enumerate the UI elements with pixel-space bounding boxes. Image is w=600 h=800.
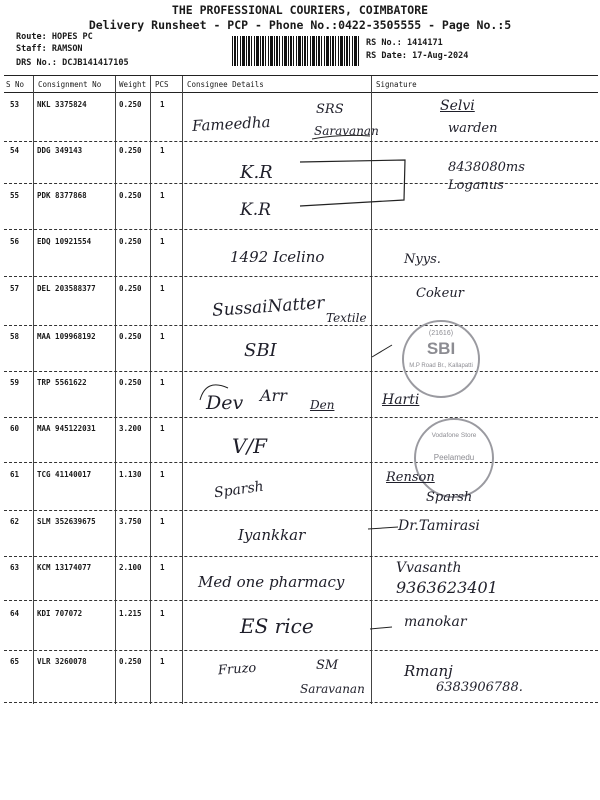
signature-handwriting: Renson: [386, 470, 435, 485]
signature-handwriting: warden: [448, 121, 498, 136]
consignee-handwriting: Saravanan: [314, 124, 379, 138]
signature-handwriting: 8438080ms: [448, 160, 525, 175]
dash-stroke: [370, 627, 392, 629]
row-pcs: 1: [160, 378, 165, 387]
column-header-signature: Signature: [376, 80, 417, 89]
row-consignment-no: MAA 109968192: [37, 332, 96, 341]
row-sno: 55: [10, 191, 20, 200]
route-value: HOPES PC: [51, 32, 93, 42]
row-pcs: 1: [160, 237, 165, 246]
consignee-handwriting: Iyankkar: [238, 526, 306, 544]
row-consignment-no: KDI 707072: [37, 609, 83, 618]
dash-stroke: [368, 527, 398, 529]
consignee-handwriting: Saravanan: [300, 682, 365, 696]
signature-handwriting: manokar: [404, 614, 467, 630]
bracket-stroke: [300, 160, 405, 206]
row-consignment-no: DEL 203588377: [37, 284, 96, 293]
rs-date-label: RS Date:: [366, 51, 407, 61]
row-consignment-no: NKL 3375824: [37, 100, 87, 109]
row-sno: 53: [10, 100, 20, 109]
row-consignment-no: KCM 13174077: [37, 563, 92, 572]
signature-handwriting: Loganus: [448, 178, 504, 193]
sbi-stamp-logo: SBI: [426, 339, 456, 358]
row-weight: 1.215: [119, 609, 142, 618]
row-weight: 0.250: [119, 657, 142, 666]
row-pcs: 1: [160, 517, 165, 526]
staff-value: RAMSON: [51, 44, 83, 54]
row-pcs: 1: [160, 424, 165, 433]
row-consignment-no: MAA 945122031: [37, 424, 96, 433]
consignee-handwriting: K.R: [240, 200, 271, 220]
row-sno: 59: [10, 378, 20, 387]
row-weight: 2.100: [119, 563, 142, 572]
signature-handwriting: Rmanj: [404, 662, 453, 680]
rs-no-value: 1414171: [406, 38, 443, 48]
vodafone-stamp-name: Vodafone Store: [431, 432, 477, 439]
document-title: THE PROFESSIONAL COURIERS, COIMBATORE: [171, 3, 429, 17]
row-consignment-no: VLR 3260078: [37, 657, 87, 666]
consignee-handwriting: Fruzo: [217, 660, 257, 679]
row-sno: 64: [10, 609, 20, 618]
column-header-sno: S No: [6, 80, 25, 89]
row-weight: 0.250: [119, 237, 142, 246]
row-pcs: 1: [160, 100, 165, 109]
consignee-handwriting: ES rice: [240, 614, 314, 638]
row-pcs: 1: [160, 284, 165, 293]
route-label: Route:: [16, 32, 47, 42]
row-consignment-no: PDK 8377868: [37, 191, 87, 200]
row-weight: 1.130: [119, 470, 142, 479]
column-header-weight: Weight: [119, 80, 147, 89]
signature-handwriting: 9363623401: [396, 578, 498, 597]
signature-handwriting: Nyys.: [404, 252, 441, 267]
row-weight: 0.250: [119, 378, 142, 387]
row-pcs: 1: [160, 470, 165, 479]
consignee-handwriting: Arr: [260, 386, 287, 405]
consignee-handwriting: 1492 Icelino: [230, 248, 325, 266]
signature-handwriting: Dr.Tamirasi: [398, 518, 480, 534]
row-weight: 0.250: [119, 284, 142, 293]
row-sno: 65: [10, 657, 20, 666]
signature-handwriting: Sparsh: [426, 490, 473, 505]
row-consignment-no: TRP 5561622: [37, 378, 87, 387]
row-weight: 0.250: [119, 332, 142, 341]
sbi-stamp-code: (21616): [428, 330, 454, 337]
dash-stroke: [372, 345, 392, 357]
consignee-handwriting: Den: [310, 398, 335, 412]
row-weight: 0.250: [119, 100, 142, 109]
column-header-consignee: Consignee Details: [187, 80, 264, 89]
staff-label: Staff:: [16, 44, 47, 54]
drs-value: DCJB141417105: [62, 58, 129, 68]
rs-no-label: RS No.:: [366, 38, 402, 48]
consignee-handwriting: Sparsh: [213, 478, 265, 502]
row-consignment-no: TCG 41140017: [37, 470, 92, 479]
drs-label: DRS No.:: [16, 58, 57, 68]
underline-stroke: [312, 135, 370, 139]
row-consignment-no: DDG 349143: [37, 146, 83, 155]
rs-date-value: 17-Aug-2024: [412, 51, 469, 61]
loop-stroke: [200, 385, 228, 400]
signature-handwriting: Selvi: [440, 98, 475, 114]
row-pcs: 1: [160, 332, 165, 341]
row-sno: 61: [10, 470, 20, 479]
row-weight: 3.200: [119, 424, 142, 433]
consignee-handwriting: SBI: [244, 340, 277, 361]
consignee-handwriting: Dev: [206, 392, 244, 414]
row-weight: 0.250: [119, 191, 142, 200]
consignee-handwriting: Textile: [326, 311, 367, 325]
document-subtitle: Delivery Runsheet - PCP - Phone No.:0422-3505555 - Page No.:5: [88, 18, 512, 32]
row-consignment-no: SLM 352639675: [37, 517, 96, 526]
row-consignment-no: EDQ 10921554: [37, 237, 92, 246]
signature-handwriting: Harti: [382, 392, 420, 408]
row-weight: 3.750: [119, 517, 142, 526]
consignee-handwriting: Med one pharmacy: [198, 573, 345, 591]
column-header-consignment: Consignment No: [38, 80, 102, 89]
signature-handwriting: Vvasanth: [396, 560, 462, 576]
row-sno: 60: [10, 424, 20, 433]
row-sno: 58: [10, 332, 20, 341]
vodafone-stamp-location: Peelamedu: [433, 453, 475, 462]
consignee-handwriting: Fameedha: [191, 112, 271, 136]
row-sno: 57: [10, 284, 20, 293]
row-weight: 0.250: [119, 146, 142, 155]
row-sno: 56: [10, 237, 20, 246]
row-pcs: 1: [160, 191, 165, 200]
consignee-handwriting: SRS: [316, 102, 344, 117]
sbi-stamp-branch: M.P Road Br., Kallapatti: [409, 363, 473, 369]
consignee-handwriting: V/F: [232, 434, 268, 458]
row-pcs: 1: [160, 563, 165, 572]
consignee-handwriting: K.R: [240, 162, 273, 183]
row-pcs: 1: [160, 657, 165, 666]
row-pcs: 1: [160, 609, 165, 618]
signature-handwriting: Cokeur: [416, 286, 464, 301]
row-sno: 54: [10, 146, 20, 155]
consignee-handwriting: SM: [316, 658, 339, 673]
column-header-pcs: PCS: [155, 80, 169, 89]
signature-handwriting: 6383906788.: [436, 680, 523, 695]
consignee-handwriting: SussaiNatter: [211, 293, 326, 321]
row-sno: 63: [10, 563, 20, 572]
row-pcs: 1: [160, 146, 165, 155]
row-sno: 62: [10, 517, 20, 526]
